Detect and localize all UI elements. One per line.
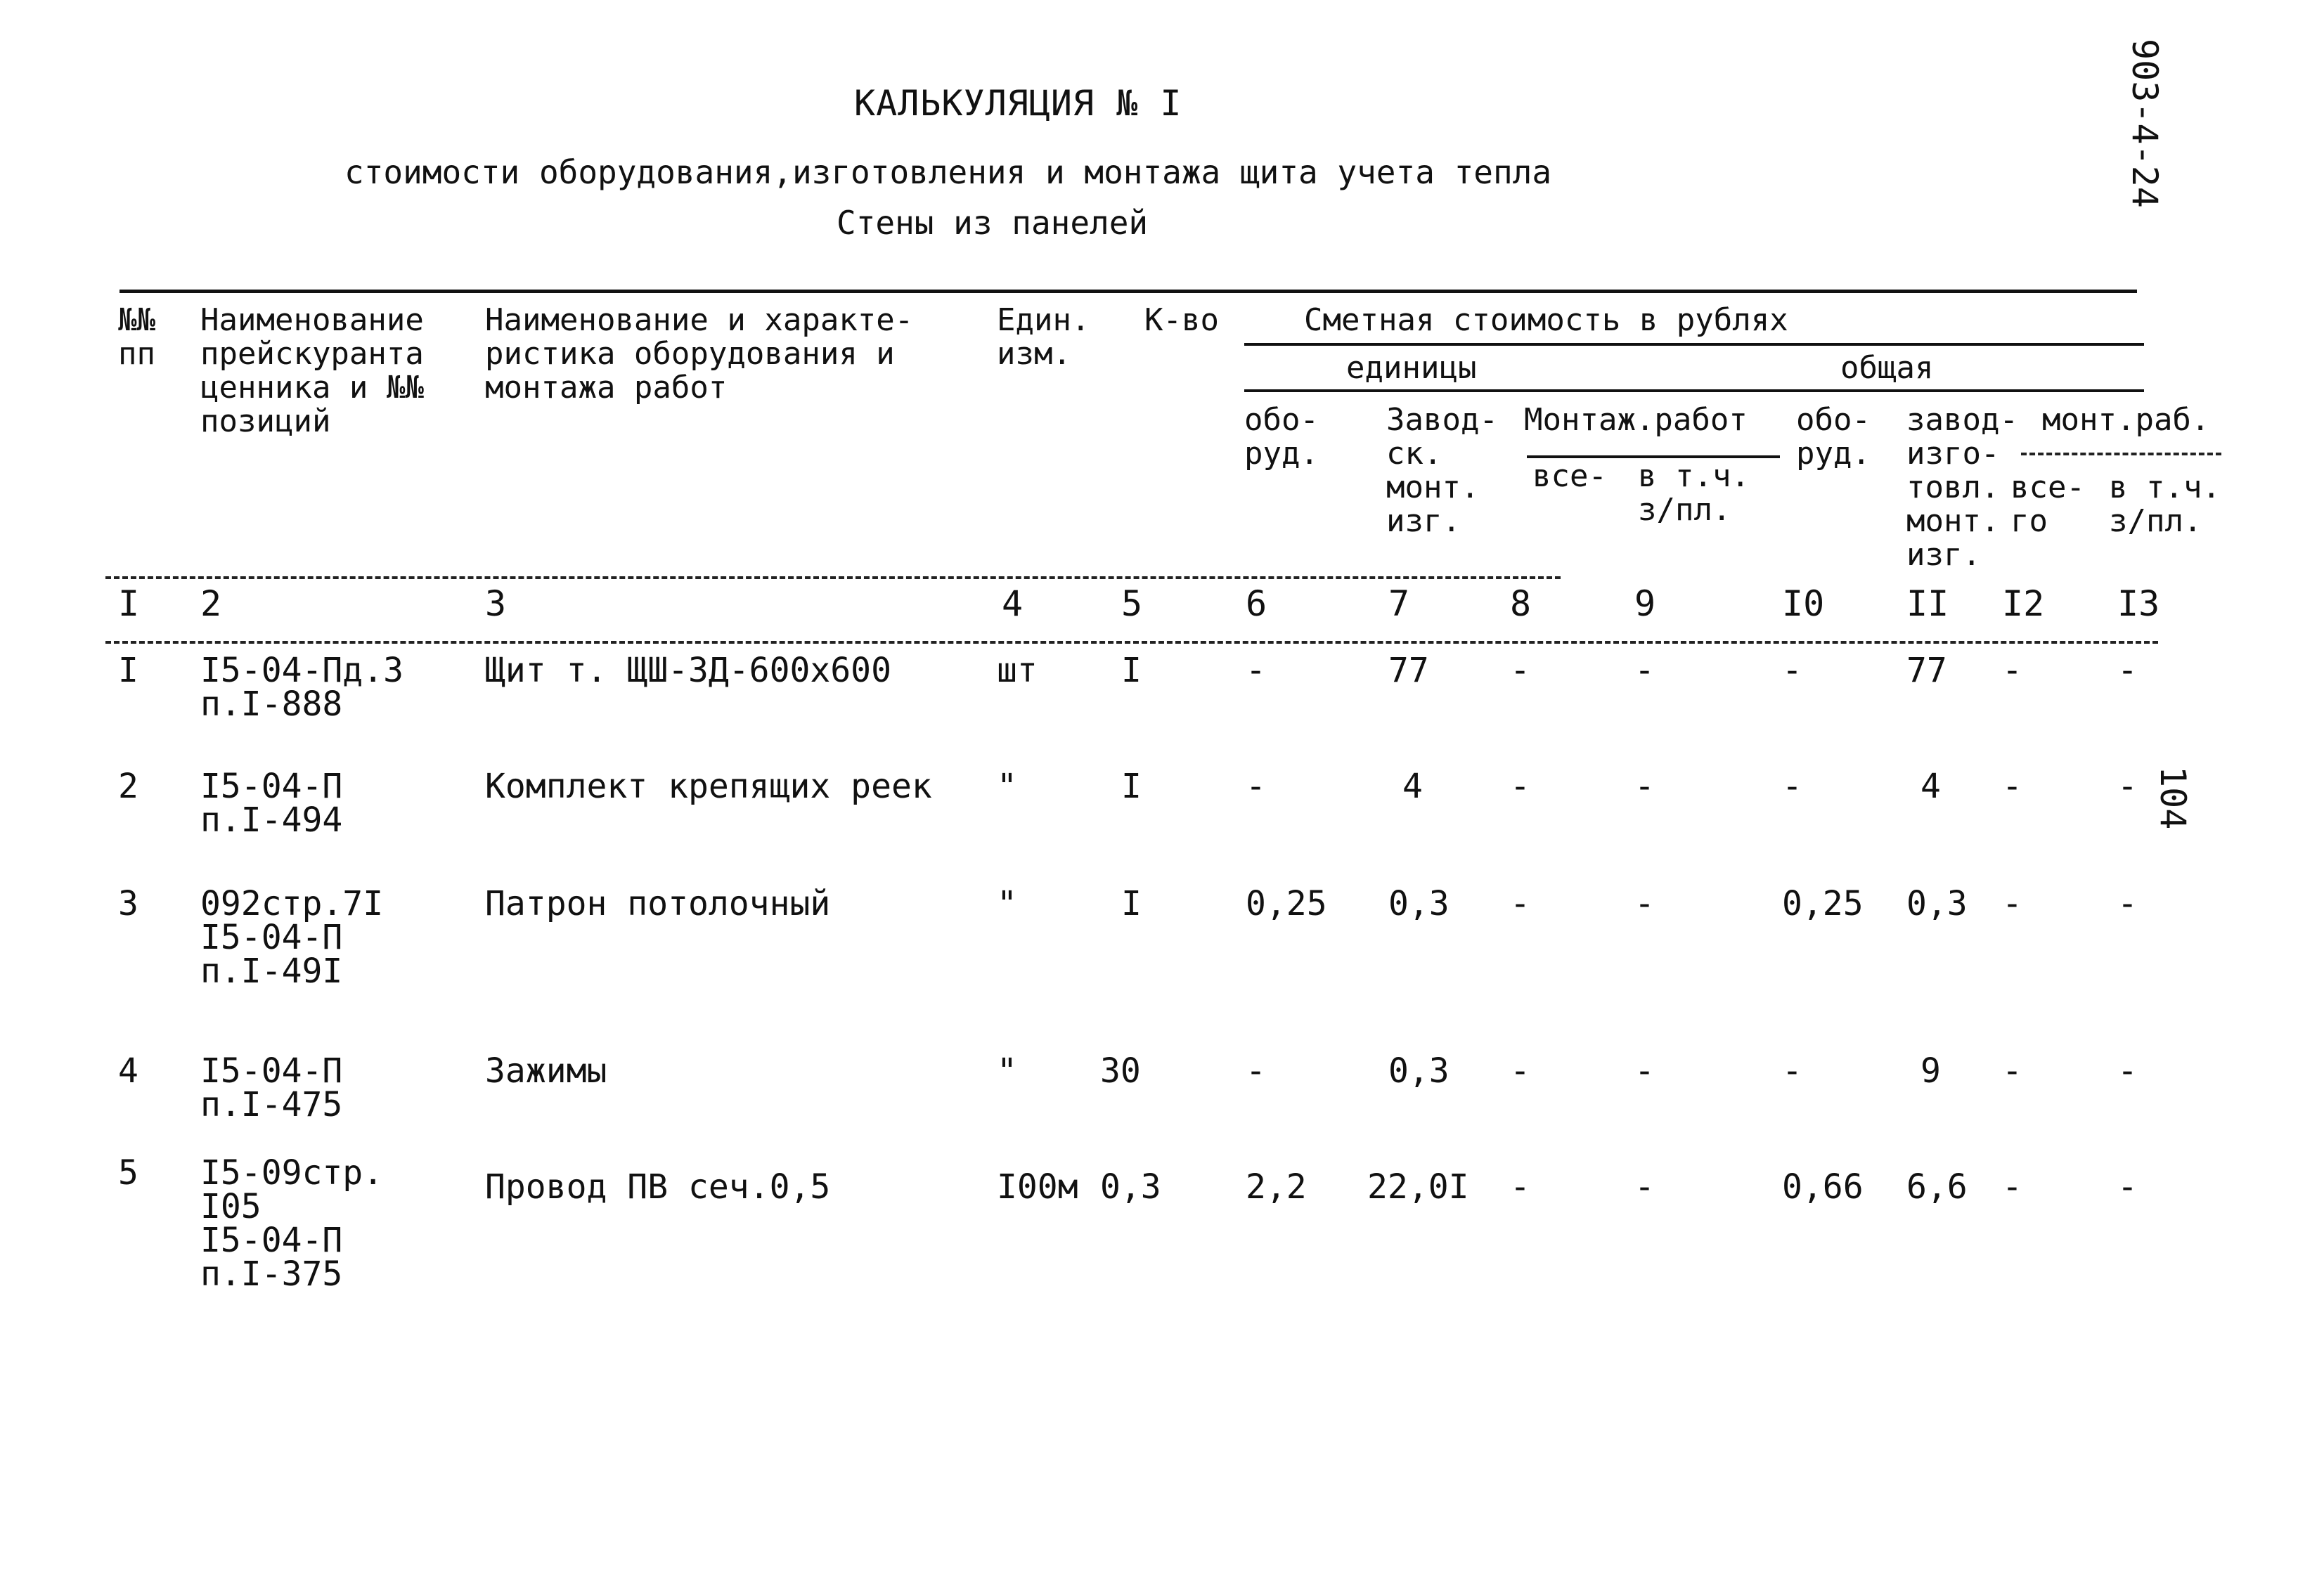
row-qty: I [1121, 884, 1142, 923]
row-col-8: - [1510, 1167, 1530, 1207]
col-header-10: обо- руд. [1796, 402, 1871, 472]
document-subtitle: стоимости оборудования,изготовления и монтажа щита учета тепла [344, 153, 1552, 191]
column-number: 7 [1388, 583, 1410, 624]
column-number: 4 [1002, 583, 1024, 624]
column-number: 3 [485, 583, 507, 624]
row-col-9: - [1634, 1051, 1655, 1091]
col-header-7: Завод- ск. монт. изг. [1386, 402, 1498, 539]
row-unit: " [997, 767, 1017, 806]
row-qty: 30 [1100, 1051, 1141, 1091]
row-qty: 0,3 [1100, 1167, 1161, 1207]
column-number: I3 [2117, 583, 2160, 624]
col-header-13: в т.ч. з/пл. [2109, 469, 2221, 539]
row-col-11: 6,6 [1906, 1167, 1968, 1207]
row-col-12: - [2002, 884, 2022, 923]
row-col-11: 0,3 [1906, 884, 1968, 923]
row-col-9: - [1634, 1167, 1655, 1207]
col-header-mount-total: монт.раб. [2042, 402, 2210, 438]
row-col-12: - [2002, 767, 2022, 806]
row-col-12: - [2002, 1167, 2022, 1207]
header-bottom-rule [105, 576, 1561, 579]
row-number: 4 [118, 1051, 138, 1091]
row-pricelist: I5-04-П п.I-475 [200, 1051, 343, 1124]
document-title: КАЛЬКУЛЯЦИЯ № I [854, 83, 1182, 124]
row-col-7: 22,0I [1367, 1167, 1469, 1207]
col-group-unit: единицы [1346, 350, 1477, 386]
row-col-6: 2,2 [1246, 1167, 1307, 1207]
row-col-6: 0,25 [1246, 884, 1327, 923]
row-description: Зажимы [485, 1051, 607, 1091]
row-col-8: - [1510, 884, 1530, 923]
row-pricelist: I5-04-П п.I-494 [200, 767, 343, 840]
col-group-total: общая [1840, 350, 1934, 386]
col-header-12: все- го [2010, 469, 2085, 539]
row-description: Провод ПВ сеч.0,5 [485, 1167, 831, 1207]
row-col-10: 0,25 [1782, 884, 1864, 923]
subgroup-underline [1244, 389, 2144, 392]
row-col-7: 0,3 [1388, 1051, 1450, 1091]
column-number: 8 [1510, 583, 1532, 624]
row-pricelist: I5-04-Пд.3 п.I-888 [200, 651, 404, 724]
col-group-estimate: Сметная стоимость в рублях [1304, 302, 1788, 338]
column-number: 2 [200, 583, 222, 624]
row-col-8: - [1510, 767, 1530, 806]
column-number: I2 [2002, 583, 2045, 624]
column-numbers-rule [105, 641, 2158, 644]
row-col-13: - [2117, 1051, 2138, 1091]
row-number: 5 [118, 1153, 138, 1193]
col-header-6: обо- руд. [1244, 402, 1319, 472]
row-col-6: - [1246, 1051, 1266, 1091]
col-header-11: завод- изго- товл. монт. изг. [1906, 402, 2018, 573]
row-col-13: - [2117, 1167, 2138, 1207]
row-pricelist: 092стр.7I I5-04-П п.I-49I [200, 884, 384, 991]
row-col-13: - [2117, 767, 2138, 806]
row-number: 2 [118, 767, 138, 806]
row-unit: " [997, 1051, 1017, 1091]
col-header-8: все- [1532, 458, 1607, 494]
col-header-number: №№ пп [118, 302, 155, 372]
column-number: 9 [1634, 583, 1656, 624]
row-col-11: 77 [1906, 651, 1947, 690]
row-col-7: 0,3 [1388, 884, 1450, 923]
row-col-8: - [1510, 1051, 1530, 1091]
row-qty: I [1121, 651, 1142, 690]
row-col-9: - [1634, 767, 1655, 806]
row-pricelist: I5-09стр. I05 I5-04-П п.I-375 [200, 1153, 384, 1294]
row-description: Комплект крепящих реек [485, 767, 932, 806]
col-header-unit: Един. изм. [997, 302, 1090, 372]
col-header-9: в т.ч. з/пл. [1638, 458, 1750, 528]
row-col-9: - [1634, 651, 1655, 690]
column-number: 6 [1246, 583, 1267, 624]
col-header-qty: К-во [1144, 302, 1219, 338]
row-col-13: - [2117, 651, 2138, 690]
row-number: 3 [118, 884, 138, 923]
row-col-6: - [1246, 651, 1266, 690]
column-number: I0 [1782, 583, 1825, 624]
mount-total-rule [2021, 453, 2221, 455]
row-col-12: - [2002, 1051, 2022, 1091]
row-unit: " [997, 884, 1017, 923]
col-header-mount-works: Монтаж.работ [1524, 402, 1748, 438]
col-header-pricelist: Наименование прейскуранта ценника и №№ позиций [200, 302, 424, 439]
row-col-10: - [1782, 767, 1802, 806]
document-subtitle-2: Стены из панелей [837, 204, 1149, 242]
col-header-description: Наименование и характе- ристика оборудования и монтажа работ [485, 302, 914, 405]
row-unit: I00м [997, 1167, 1078, 1207]
row-col-7: 77 [1388, 651, 1429, 690]
column-number: II [1906, 583, 1949, 624]
column-number: I [118, 583, 140, 624]
group-underline [1244, 343, 2144, 346]
row-unit: шт [997, 651, 1038, 690]
row-col-7: 4 [1402, 767, 1423, 806]
document-code: 903-4-24 [2124, 39, 2165, 208]
row-col-8: - [1510, 651, 1530, 690]
page-number: 104 [2152, 766, 2193, 830]
row-col-11: 4 [1920, 767, 1941, 806]
row-col-13: - [2117, 884, 2138, 923]
row-col-10: - [1782, 651, 1802, 690]
table-top-rule [120, 290, 2137, 293]
row-description: Патрон потолочный [485, 884, 831, 923]
row-col-9: - [1634, 884, 1655, 923]
column-number: 5 [1121, 583, 1143, 624]
row-col-11: 9 [1920, 1051, 1941, 1091]
row-col-10: 0,66 [1782, 1167, 1864, 1207]
row-qty: I [1121, 767, 1142, 806]
row-col-10: - [1782, 1051, 1802, 1091]
row-description: Щит т. ЩШ-ЗД-600х600 [485, 651, 891, 690]
row-col-6: - [1246, 767, 1266, 806]
row-number: I [118, 651, 138, 690]
row-col-12: - [2002, 651, 2022, 690]
